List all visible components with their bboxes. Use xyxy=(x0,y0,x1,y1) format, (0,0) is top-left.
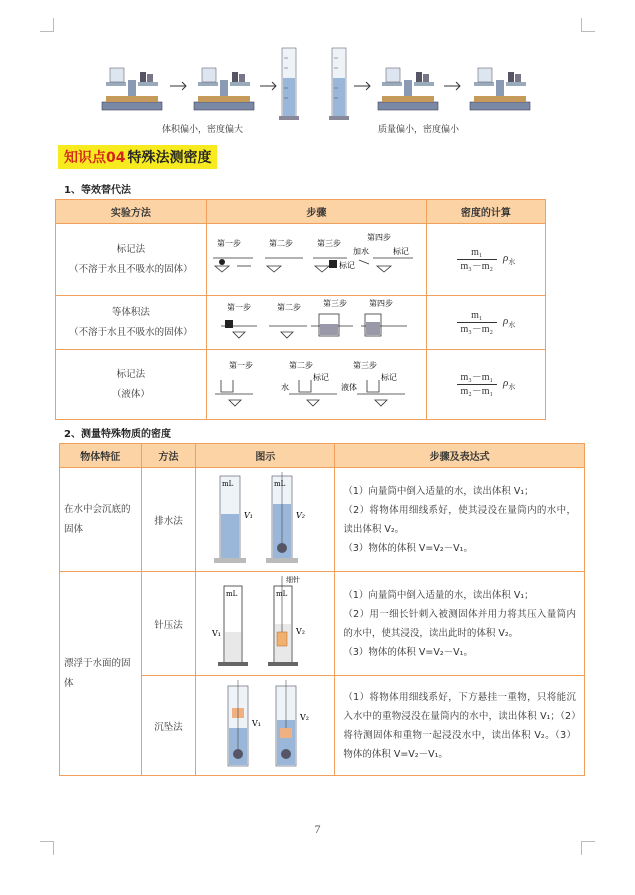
displacement-cylinders xyxy=(196,468,334,568)
table2-header-row xyxy=(60,444,585,468)
steps-cell xyxy=(335,468,585,572)
steps-diagram xyxy=(207,350,426,416)
figure-cell xyxy=(196,572,335,676)
method-cell xyxy=(56,296,207,350)
v2-label: V₂ xyxy=(296,511,306,520)
step-extra-label: 加水 xyxy=(352,247,369,256)
v2-label: V₂ xyxy=(296,627,306,636)
table1-header-method: 实验方法 xyxy=(56,200,207,224)
step-extra-label: 液体 xyxy=(340,383,357,392)
knowledge-point-number: 知识点04 xyxy=(64,150,126,166)
feature-cell: 在水中会沉底的固体 xyxy=(60,468,142,572)
step-extra-label: 标记 xyxy=(338,261,355,270)
steps-diagram xyxy=(207,224,426,292)
v2-label: V₂ xyxy=(300,713,310,722)
table1-header-formula: 密度的计算 xyxy=(426,200,545,224)
step-label: 第一步 xyxy=(226,303,251,312)
corner-mark-bottom-left xyxy=(40,841,54,855)
method-cell: 沉坠法 xyxy=(141,676,196,776)
step-text: （3）物体的体积 V=V₂－V₁。 xyxy=(343,542,473,554)
table2-header-feature: 物体特征 xyxy=(60,444,142,468)
v1-label: V₁ xyxy=(212,629,222,638)
figure-cell xyxy=(196,468,335,572)
step-extra-label: 标记 xyxy=(312,373,329,382)
equivalent-substitution-table xyxy=(55,199,546,420)
method-cell xyxy=(56,224,207,296)
table1-header-steps: 步骤 xyxy=(206,200,426,224)
method-name: 标记法 xyxy=(116,243,146,255)
steps-diagram xyxy=(207,296,426,346)
method-cell: 排水法 xyxy=(141,468,196,572)
ml-label: mL xyxy=(226,590,238,598)
step-label: 第三步 xyxy=(316,239,341,248)
method-note: （不溶于水且不吸水的固体） xyxy=(69,326,193,338)
table1-row xyxy=(56,296,546,350)
rho-symbol: ρ xyxy=(503,376,509,389)
needle-label: 细针 xyxy=(286,576,301,584)
method-name: 标记法 xyxy=(116,368,146,380)
top-measurement-illustration xyxy=(100,40,540,138)
balance-sequence-figure xyxy=(100,40,540,122)
knowledge-point-heading xyxy=(58,145,217,169)
method-note: （不溶于水且不吸水的固体） xyxy=(69,263,193,275)
step-label: 第四步 xyxy=(366,233,391,242)
step-extra-label: 标记 xyxy=(380,373,397,382)
steps-figure-cell xyxy=(206,296,426,350)
step-text: （2）将物体用细线系好，使其浸没在量筒内的水中，读出体积 V₂。 xyxy=(343,504,576,535)
feature-cell: 漂浮于水面的固体 xyxy=(60,572,142,776)
table1-row xyxy=(56,350,546,420)
steps-cell xyxy=(335,676,585,776)
fraction-numerator: m₁ xyxy=(471,310,483,321)
sinker-cylinders xyxy=(196,676,334,772)
ml-label: mL xyxy=(274,480,286,488)
fraction-numerator: m₃－m₁ xyxy=(460,372,494,383)
step-extra-label: 水 xyxy=(280,383,289,392)
fraction-denominator: m₃－m₂ xyxy=(460,324,494,335)
table1-header-row xyxy=(56,200,546,224)
table2-row xyxy=(60,468,585,572)
rho-subscript: 水 xyxy=(508,258,516,267)
corner-mark-top-left xyxy=(40,18,54,32)
step-label: 第二步 xyxy=(288,361,313,370)
special-substance-table xyxy=(59,443,585,776)
rho-subscript: 水 xyxy=(508,383,516,392)
method-cell xyxy=(56,350,207,420)
steps-figure-cell xyxy=(206,350,426,420)
density-fraction xyxy=(457,371,498,398)
method-name: 等体积法 xyxy=(111,306,150,318)
step-text: （1）将物体用细线系好，下方悬挂一重物，只将能沉入水中的重物浸没在量筒内的水中，读出体积 V₁；（2）将待测固体和重物一起浸没水中，读出体积 V₂。（3）物体的体积 V=V₂－V₁。 xyxy=(343,691,576,760)
ml-label: mL xyxy=(222,480,234,488)
v1-label: V₁ xyxy=(252,719,262,728)
step-label: 第四步 xyxy=(368,299,393,308)
step-text: （3）物体的体积 V=V₂－V₁。 xyxy=(343,646,473,658)
water-density-symbol xyxy=(503,251,516,267)
step-label: 第二步 xyxy=(276,303,301,312)
formula-cell xyxy=(426,296,545,350)
method-cell: 针压法 xyxy=(141,572,196,676)
section1-heading: 1、等效替代法 xyxy=(64,185,131,196)
table2-header-steps: 步骤及表达式 xyxy=(335,444,585,468)
caption-volume-small: 体积偏小，密度偏大 xyxy=(162,125,244,135)
method-note: （液体） xyxy=(111,388,150,400)
step-label: 第一步 xyxy=(216,239,241,248)
page-number: 7 xyxy=(314,822,321,836)
step-label: 第三步 xyxy=(322,299,347,308)
formula-cell xyxy=(426,350,545,420)
steps-cell xyxy=(335,572,585,676)
fraction-denominator: m₃－m₂ xyxy=(460,261,494,272)
section2-heading: 2、测量特殊物质的密度 xyxy=(64,429,171,440)
table1-row xyxy=(56,224,546,296)
step-label: 第一步 xyxy=(228,361,253,370)
rho-subscript: 水 xyxy=(508,321,516,330)
step-label: 第二步 xyxy=(268,239,293,248)
steps-figure-cell xyxy=(206,224,426,296)
step-label: 第三步 xyxy=(352,361,377,370)
corner-mark-top-right xyxy=(581,18,595,32)
caption-mass-small: 质量偏小，密度偏小 xyxy=(378,125,460,135)
formula-cell xyxy=(426,224,545,296)
rho-symbol: ρ xyxy=(503,251,509,264)
step-text: （1）向量筒中倒入适量的水，读出体积 V₁； xyxy=(343,589,534,601)
step-text: （1）向量筒中倒入适量的水，读出体积 V₁； xyxy=(343,485,534,497)
water-density-symbol xyxy=(503,314,516,330)
table2-header-method: 方法 xyxy=(141,444,196,468)
density-fraction xyxy=(457,246,498,273)
table2-row xyxy=(60,572,585,676)
table2-header-figure: 图示 xyxy=(196,444,335,468)
ml-label: mL xyxy=(276,590,288,598)
rho-symbol: ρ xyxy=(503,314,509,327)
water-density-symbol xyxy=(503,376,516,392)
fraction-numerator: m₁ xyxy=(471,247,483,258)
fraction-denominator: m₂－m₁ xyxy=(460,386,494,397)
density-fraction xyxy=(457,309,498,336)
needle-press-cylinders xyxy=(196,572,334,672)
v1-label: V₁ xyxy=(244,511,254,520)
knowledge-point-title: 特殊法测密度 xyxy=(127,150,212,166)
step-extra-label: 标记 xyxy=(392,247,409,256)
corner-mark-bottom-right xyxy=(581,841,595,855)
figure-cell xyxy=(196,676,335,776)
step-text: （2）用一细长针刺入被测固体并用力将其压入量筒内的水中，使其浸没，读出此时的体积 V₂。 xyxy=(343,608,576,639)
